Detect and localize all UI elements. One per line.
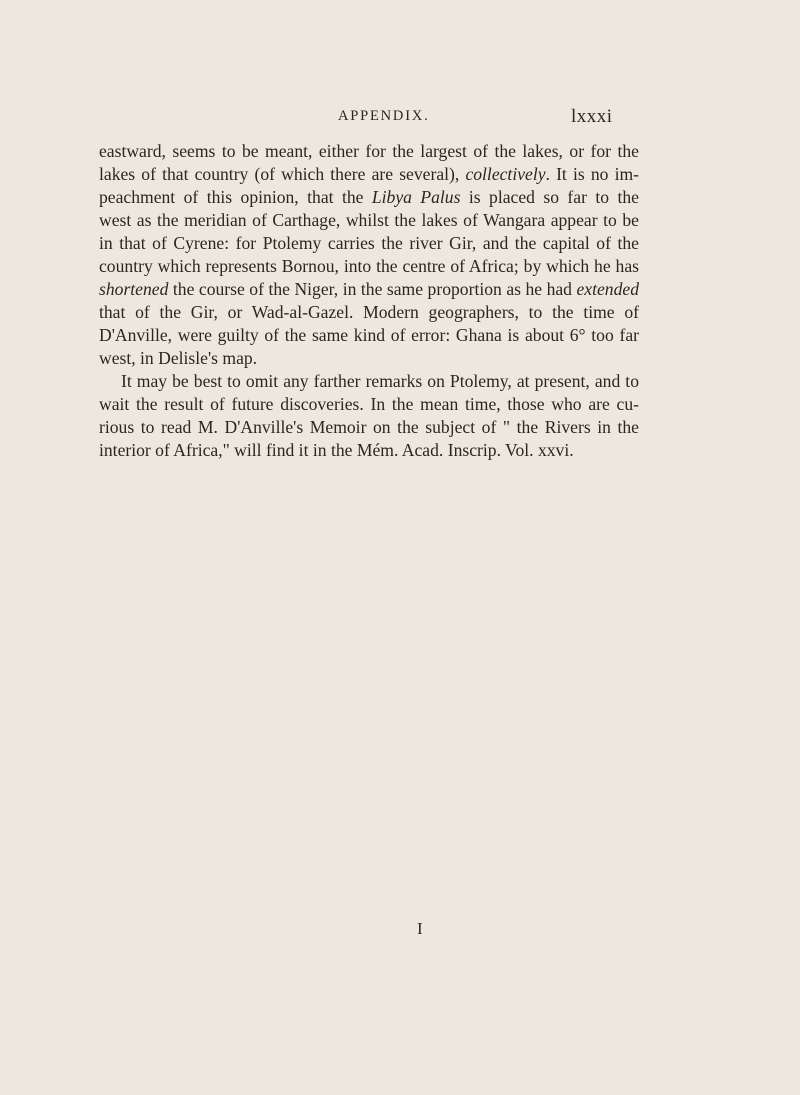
signature-mark: I: [417, 919, 423, 938]
page-number: lxxxi: [571, 106, 613, 127]
text-line: shortened the course of the Niger, in the same proportion as he had extended: [99, 279, 639, 299]
text-line: country which represents Bornou, into the centre of Africa; by which he has: [99, 256, 639, 276]
italic-term: shortened: [99, 279, 169, 299]
text-line: peachment of this opinion, that the Libya Palus is placed so far to the: [99, 187, 639, 207]
text-line: west as the meridian of Carthage, whilst the lakes of Wangara appear to be: [99, 210, 639, 230]
text-line: rious to read M. D'Anville's Memoir on the subject of " the Rivers in the: [99, 417, 639, 437]
italic-term: Libya Palus: [371, 187, 461, 207]
paragraph-2: [99, 370, 639, 462]
text-line: eastward, seems to be meant, either for the largest of the lakes, or for the: [99, 141, 639, 161]
paragraph-1: [99, 140, 639, 370]
text-line: west, in Delisle's map.: [99, 348, 258, 368]
italic-term: extended: [576, 279, 639, 299]
text-line: interior of Africa," will find it in the Mém. Acad. Inscrip. Vol. xxvi.: [99, 440, 574, 460]
text-line: that of the Gir, or Wad-al-Gazel. Modern geographers, to the time of: [99, 302, 639, 322]
text-line: wait the result of future discoveries. In the mean time, those who are cu-: [99, 394, 639, 414]
text-line: lakes of that country (of which there are several), collectively. It is no im-: [99, 164, 640, 184]
body-text: [99, 140, 639, 462]
italic-term: collectively: [465, 164, 546, 184]
running-head: [0, 108, 800, 132]
text-line: It may be best to omit any farther remarks on Ptolemy, at present, and to: [121, 371, 639, 391]
running-title: APPENDIX.: [338, 108, 430, 124]
text-line: D'Anville, were guilty of the same kind of error: Ghana is about 6° too far: [99, 325, 639, 345]
text-line: in that of Cyrene: for Ptolemy carries the river Gir, and the capital of the: [99, 233, 639, 253]
